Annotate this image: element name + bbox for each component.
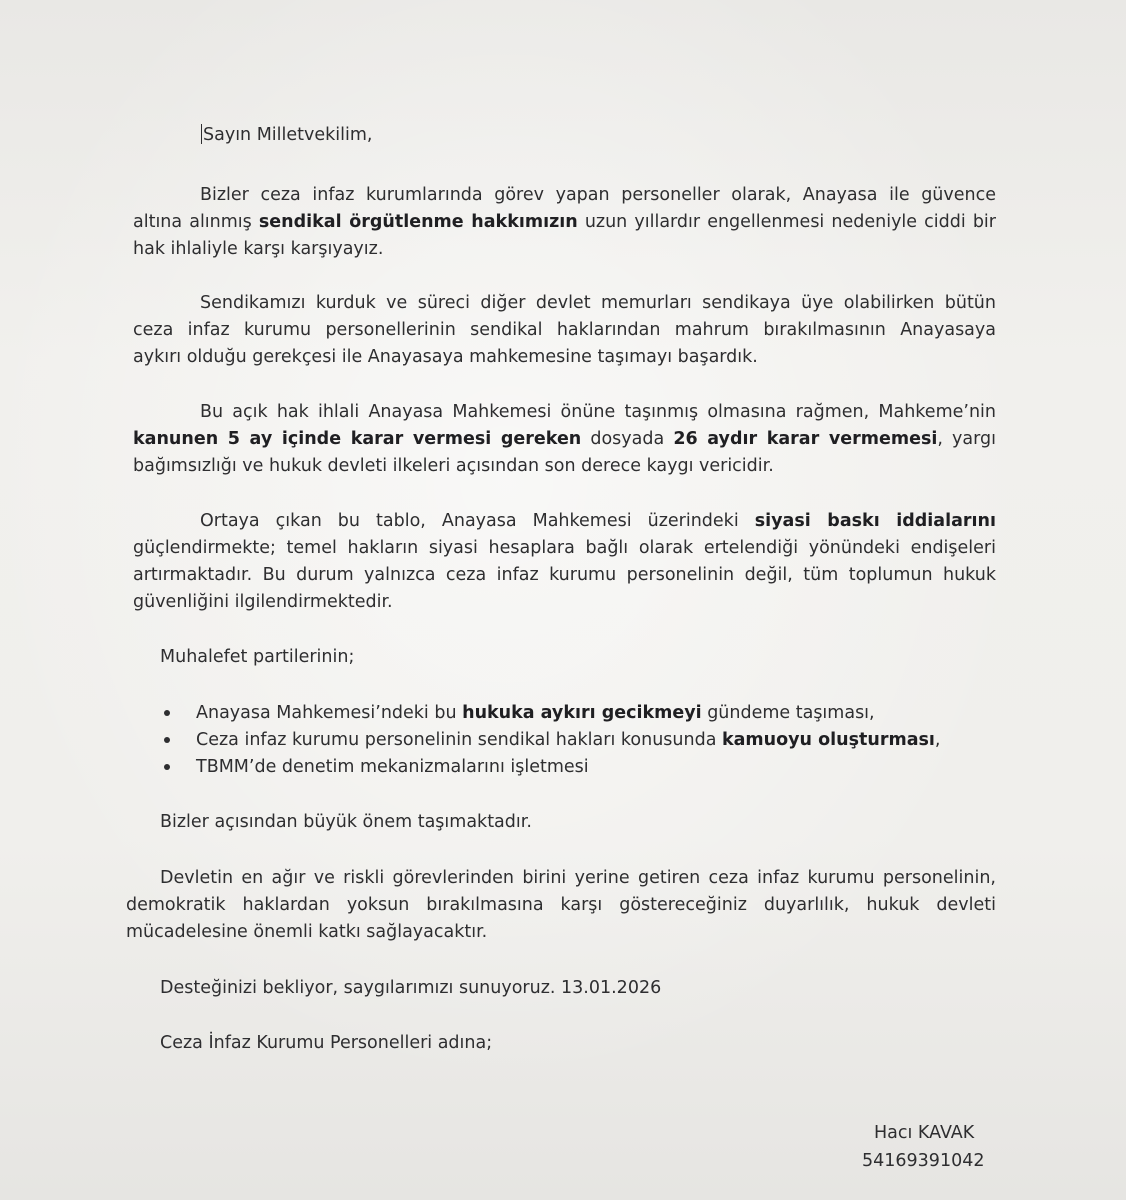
bullet-dot-icon — [164, 710, 170, 716]
paragraph-7-line-2: demokratik haklardan yoksun bırakılmasına karşı göstereceğiniz duyarlılık, hukuk devleti — [126, 895, 996, 915]
paragraph-1-line-3: hak ihlaliyle karşı karşıyayız. — [133, 239, 384, 259]
salutation: Sayın Milletvekilim, — [203, 125, 373, 145]
signature-name: Hacı KAVAK — [874, 1123, 975, 1143]
paragraph-4-line-4: güvenliğini ilgilendirmektedir. — [133, 592, 393, 612]
paragraph-5: Muhalefet partilerinin; — [160, 647, 355, 667]
bullet-dot-icon — [164, 764, 170, 770]
paragraph-4-line-1: Ortaya çıkan bu tablo, Anayasa Mahkemesi üzerindeki siyasi baskı iddialarını — [200, 511, 996, 531]
text-cursor — [201, 124, 202, 144]
bullet-dot-icon — [164, 737, 170, 743]
paragraph-4-line-3: artırmaktadır. Bu durum yalnızca ceza infaz kurumu personelinin değil, tüm toplumun hukuk — [133, 565, 996, 585]
paragraph-3-line-1: Bu açık hak ihlali Anayasa Mahkemesi önüne taşınmış olmasına rağmen, Mahkeme’nin — [200, 402, 996, 422]
paragraph-7-line-1: Devletin en ağır ve riskli görevlerinden birini yerine getiren ceza infaz kurumu personelinin, — [160, 868, 996, 888]
bullet-item-3: TBMM’de denetim mekanizmalarını işletmesi — [196, 757, 589, 777]
paragraph-4-line-2: güçlendirmekte; temel hakların siyasi hesaplara bağlı olarak ertelendiği yönündeki endişeleri — [133, 538, 996, 558]
paragraph-1-line-2: altına alınmış sendikal örgütlenme hakkımızın uzun yıllardır engellenmesi nedeniyle ciddi bir — [133, 212, 996, 232]
paragraph-8: Desteğinizi bekliyor, saygılarımızı sunuyoruz. 13.01.2026 — [160, 978, 662, 998]
bullet-item-2: Ceza infaz kurumu personelinin sendikal hakları konusunda kamuoyu oluşturması, — [196, 730, 941, 750]
paragraph-3-line-2: kanunen 5 ay içinde karar vermesi gereken dosyada 26 aydır karar vermemesi, yargı — [133, 429, 996, 449]
paragraph-6: Bizler açısından büyük önem taşımaktadır. — [160, 812, 532, 832]
paragraph-2-line-3: aykırı olduğu gerekçesi ile Anayasaya mahkemesine taşımayı başardık. — [133, 347, 758, 367]
paragraph-2-line-2: ceza infaz kurumu personellerinin sendikal haklarından mahrum bırakılmasının Anayasaya — [133, 320, 996, 340]
paragraph-1-line-1: Bizler ceza infaz kurumlarında görev yapan personeller olarak, Anayasa ile güvence — [200, 185, 996, 205]
paragraph-7-line-3: mücadelesine önemli katkı sağlayacaktır. — [126, 922, 488, 942]
paragraph-2-line-1: Sendikamızı kurduk ve süreci diğer devlet memurları sendikaya üye olabilirken bütün — [200, 293, 996, 313]
bullet-item-1: Anayasa Mahkemesi’ndeki bu hukuka aykırı gecikmeyi gündeme taşıması, — [196, 703, 875, 723]
paragraph-9: Ceza İnfaz Kurumu Personelleri adına; — [160, 1033, 493, 1053]
paragraph-3-line-3: bağımsızlığı ve hukuk devleti ilkeleri açısından son derece kaygı vericidir. — [133, 456, 774, 476]
signature-phone: 54169391042 — [862, 1151, 985, 1171]
